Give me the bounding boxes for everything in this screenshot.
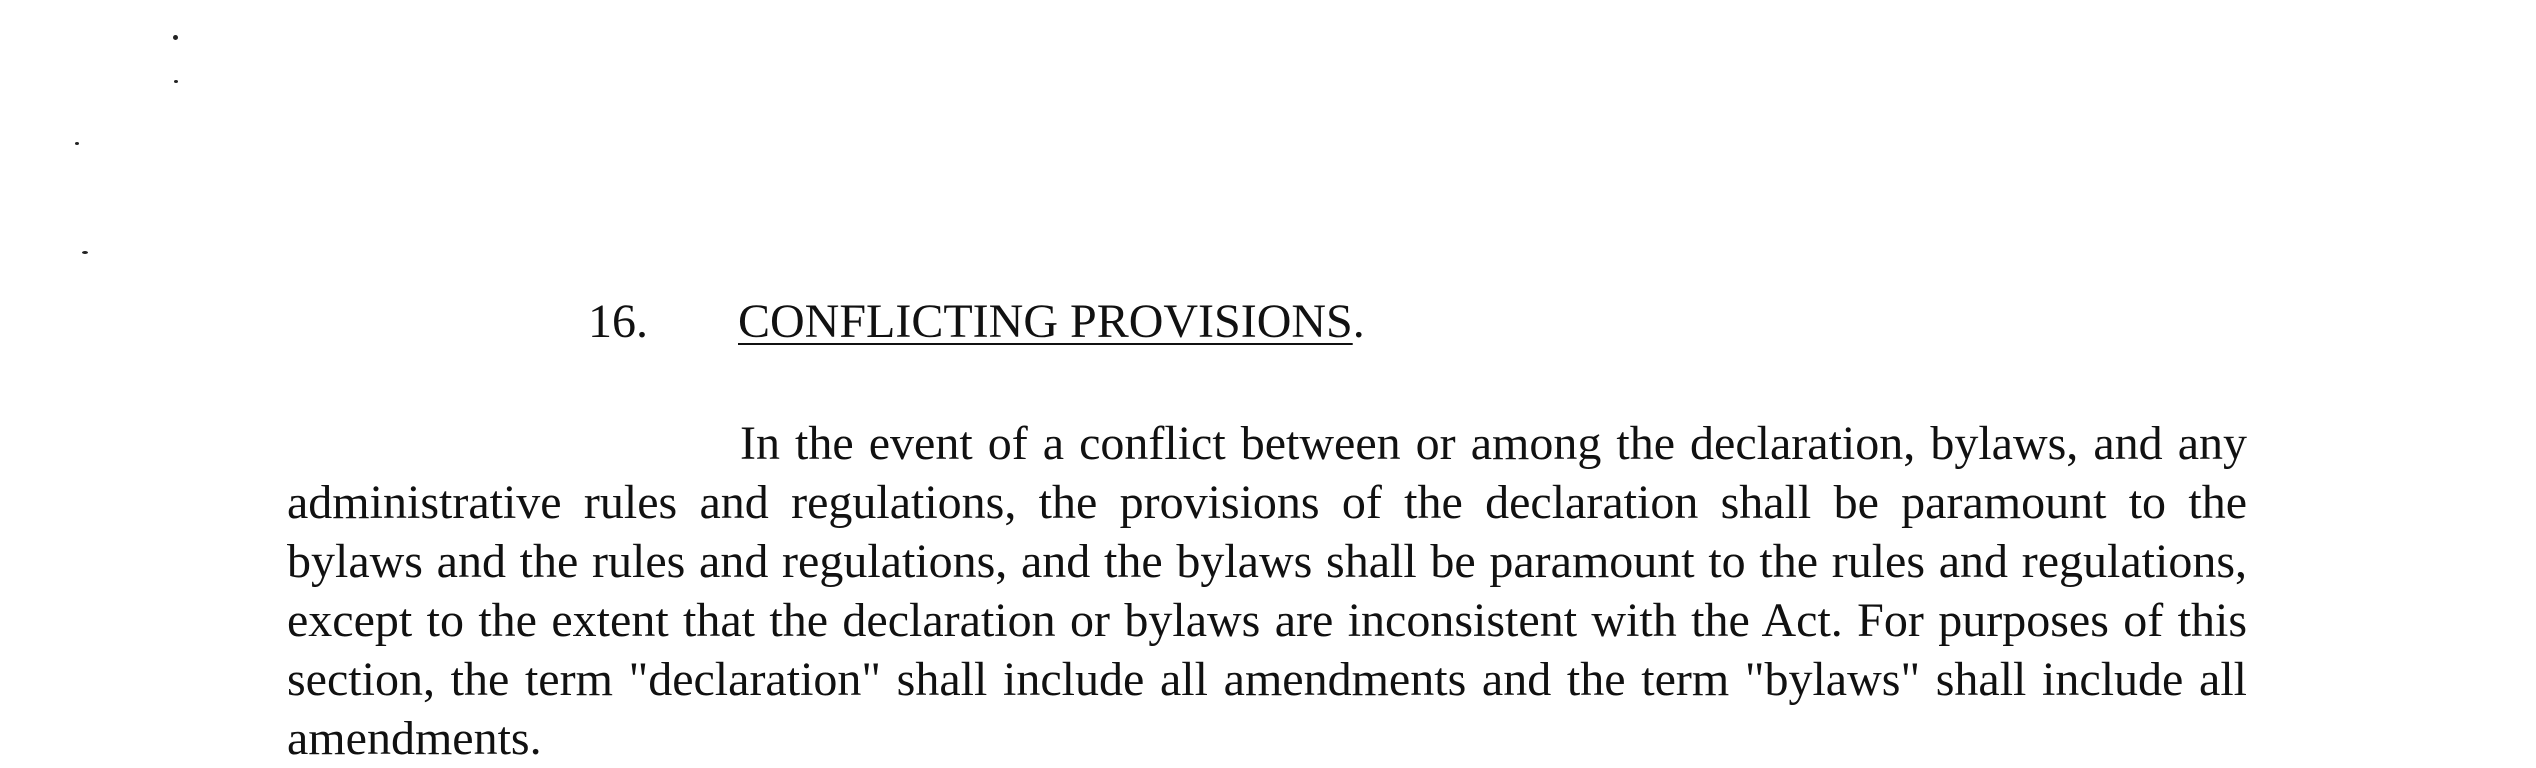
- section-title: CONFLICTING PROVISIONS: [738, 295, 1353, 348]
- section-number: 16.: [588, 295, 648, 348]
- section-body-paragraph: In the event of a conflict between or among the declaration, bylaws, and any administrative rules and regulations, the provisions of the declaration shall be paramount to the bylaws and the rules and regulations, and the bylaws shall be paramount to the rules and regulations, except to the extent that the declaration or bylaws are inconsistent with the Act. For purposes of this section, the term "declaration" shall include all amendments and the term "bylaws" shall include all amendments.: [287, 417, 2247, 765]
- scan-speck: [82, 251, 88, 254]
- section-heading: [588, 292, 1365, 352]
- scan-speck: [174, 80, 178, 83]
- section-title-period: .: [1352, 295, 1365, 348]
- scan-speck: [75, 142, 79, 145]
- scan-speck: [173, 35, 178, 40]
